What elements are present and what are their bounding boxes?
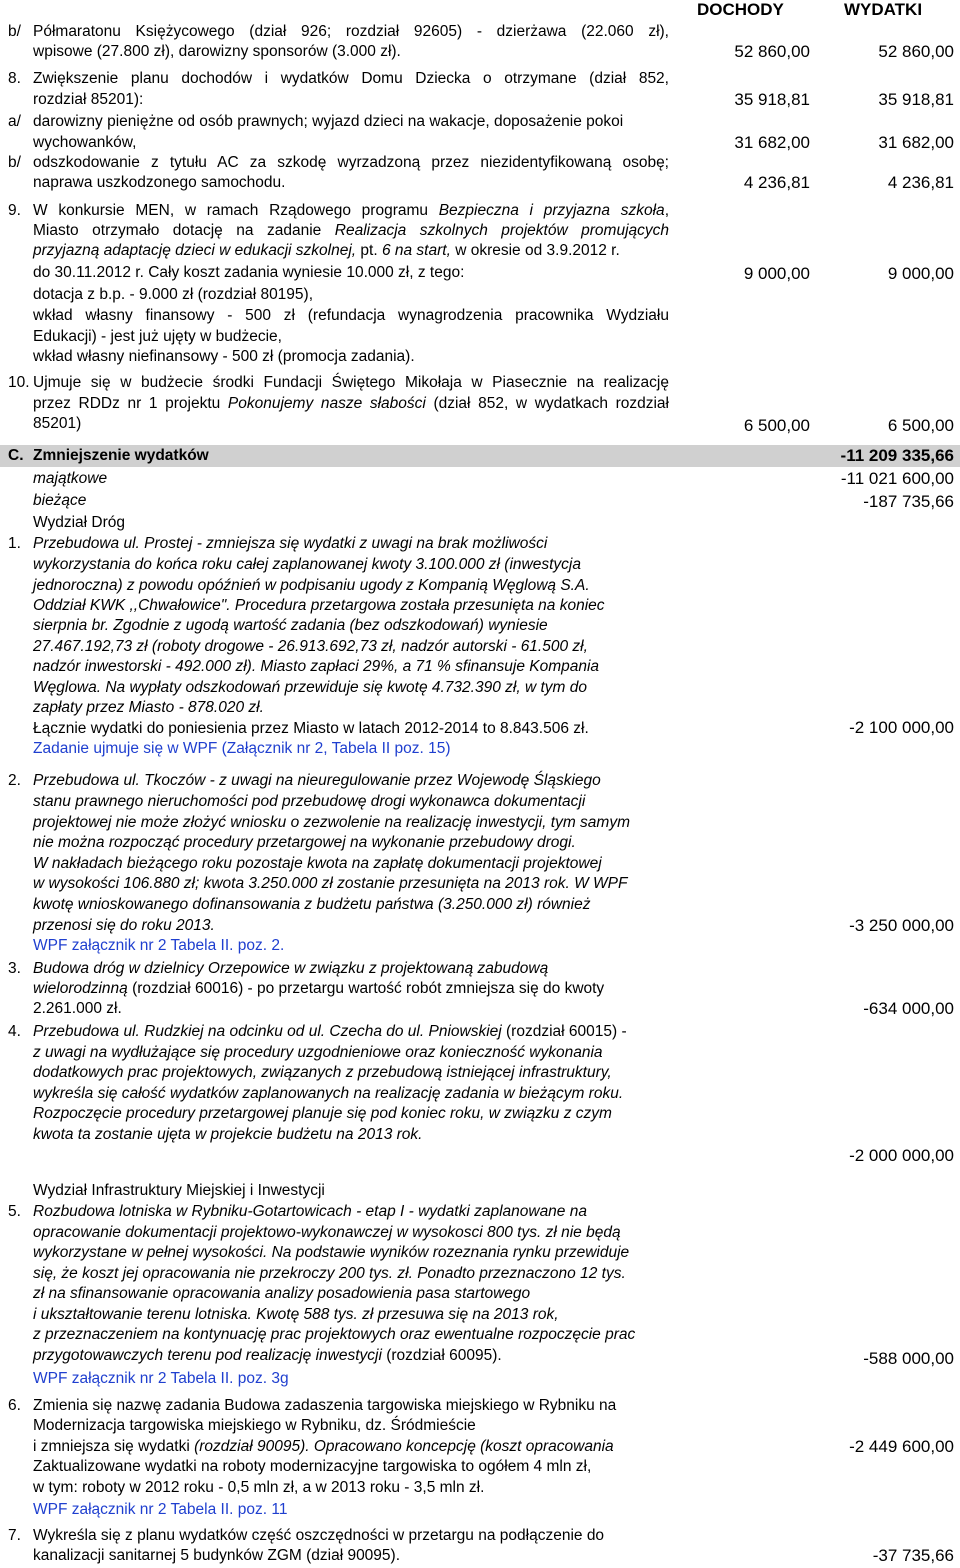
department-label: Wydział Dróg	[33, 514, 126, 531]
marker: 6.	[8, 1397, 21, 1414]
text-line: się, że koszt jej opracowania nie przekroczy 200 tys. zł. Ponadto przeznaczono 12 tys.	[33, 1265, 626, 1282]
text-line: wykreśla się całość wydatków zaplanowanych na realizację zadania w bieżącym roku.	[33, 1085, 624, 1102]
text-line: i zmniejsza się wydatki (rozdział 90095). Opracowano koncepcję (koszt opracowania	[33, 1438, 614, 1455]
marker: 7.	[8, 1527, 21, 1544]
text-line: z przeznaczeniem na kontynuację prac projektowych oraz ewentualne rozpoczęcie prac	[33, 1326, 636, 1343]
marker: C.	[8, 447, 24, 464]
text-line: kwota ta zostanie ujęta w projekcie budżetu na 2013 rok.	[33, 1126, 423, 1143]
marker: 9.	[8, 202, 21, 219]
wpf-reference: Zadanie ujmuje się w WPF (Załącznik nr 2, Tabela II poz. 15)	[33, 740, 451, 757]
expense-value: 6 500,00	[887, 416, 954, 435]
category-value: -11 021 600,00	[840, 469, 954, 488]
text-line: Wykreśla się z planu wydatków część oszczędności w przetargu na podłączenie do	[33, 1527, 605, 1544]
text-line: 2.261.000 zł.	[33, 1000, 122, 1017]
text-line: 85201)	[33, 415, 82, 432]
text-line: w wysokości 106.880 zł; kwota 3.250.000 zł zostanie przesunięta na 2013 rok. W WPF	[33, 875, 628, 892]
text-line: Półmaratonu Księżycowego (dział 926; rozdział 92605) - dzierżawa (22.060 zł),	[33, 23, 669, 40]
text-line: Modernizacja targowiska miejskiego w Rybniku, dz. Śródmieście	[33, 1417, 476, 1434]
text-line: projektowej nie może złożyć wniosku o zezwolenie na realizację inwestycji, tym samym	[33, 814, 630, 831]
text-line: dotacja z b.p. - 9.000 zł (rozdział 80195),	[33, 286, 314, 303]
text-line: Rozbudowa lotniska w Rybniku-Gotartowicach - etap I - wydatki zaplanowane na	[33, 1203, 587, 1220]
text-line: Edukacji) - jest już ujęty w budżecie,	[33, 328, 282, 345]
text-line: Oddział KWK ,,Chwałowice". Procedura przetargowa została przesunięta na koniec	[33, 597, 605, 614]
text-line: zł na sfinansowanie opracowania analizy posadowienia pasa startowego	[33, 1285, 531, 1302]
text-line: przygotowawczych terenu pod realizację inwestycji (rozdział 60095).	[33, 1347, 502, 1364]
expense-value: -2 449 600,00	[849, 1437, 954, 1456]
header-wydatki: WYDATKI	[844, 0, 923, 19]
expense-value: 35 918,81	[878, 90, 954, 109]
marker: 3.	[8, 960, 21, 977]
expense-value: -588 000,00	[863, 1349, 954, 1368]
section-total: -11 209 335,66	[840, 446, 954, 465]
marker: 8.	[8, 70, 21, 87]
marker: b/	[8, 154, 21, 171]
text-line: kwotę wnioskowanego dofinansowania z budżetu państwa (3.250.000 zł) również	[33, 896, 591, 913]
wpf-reference: WPF załącznik nr 2 Tabela II. poz. 11	[33, 1501, 288, 1518]
income-value: 6 500,00	[743, 416, 810, 435]
text-line: przyjazną adaptację dzieci w edukacji szkolnej, pt. 6 na start, w okresie od 3.9.2012 r.	[33, 242, 620, 259]
text-line: Rozpoczęcie procedury przetargowej planuje się pod koniec roku, w związku z czym	[33, 1105, 612, 1122]
text-line: zapłaty przez Miasto - 878.020 zł.	[33, 699, 264, 716]
income-value: 52 860,00	[734, 42, 810, 61]
wpf-reference: WPF załącznik nr 2 Tabela II. poz. 2.	[33, 937, 285, 954]
expense-value: -2 100 000,00	[849, 718, 954, 737]
text-line: darowizny pieniężne od osób prawnych; wyjazd dzieci na wakacje, doposażenie pokoi	[33, 113, 624, 130]
income-value: 31 682,00	[734, 133, 810, 152]
text-line: wielorodzinną (rozdział 60016) - po przetargu wartość robót zmniejsza się do kwoty	[33, 980, 605, 997]
text-line: W konkursie MEN, w ramach Rządowego programu Bezpieczna i przyjazna szkoła,	[33, 202, 669, 219]
text-line: Budowa dróg w dzielnicy Orzepowice w związku z projektowaną zabudową	[33, 960, 549, 977]
marker: 2.	[8, 772, 21, 789]
text-line: do 30.11.2012 r. Cały koszt zadania wyniesie 10.000 zł, z tego:	[33, 264, 465, 281]
expense-value: -37 735,66	[872, 1546, 954, 1565]
marker: 4.	[8, 1023, 21, 1040]
text-line: Przebudowa ul. Tkoczów - z uwagi na nieuregulowanie przez Wojewodę Śląskiego	[33, 772, 601, 789]
text-line: rozdział 85201):	[33, 91, 144, 108]
text-line: wychowanków,	[33, 134, 137, 151]
category-label: majątkowe	[33, 470, 108, 487]
text-line: Zwiększenie planu dochodów i wydatków Domu Dziecka o otrzymane (dział 852,	[33, 70, 669, 87]
section-title: Zmniejszenie wydatków	[33, 447, 209, 464]
expense-value: 9 000,00	[887, 264, 954, 283]
marker: a/	[8, 113, 21, 130]
text-line: Przebudowa ul. Rudzkiej na odcinku od ul. Czecha do ul. Pniowskiej (rozdział 60015) -	[33, 1023, 627, 1040]
department-label: Wydział Infrastruktury Miejskiej i Inwestycji	[33, 1182, 325, 1199]
text-line: Węglowa. Na wypłaty odszkodowań przewiduje się kwotę 4.732.390 zł, w tym do	[33, 679, 587, 696]
text-line: Zmienia się nazwę zadania Budowa zadaszenia targowiska miejskiego w Rybniku na	[33, 1397, 617, 1414]
expense-value: -3 250 000,00	[849, 916, 954, 935]
text-line: kanalizacji sanitarnej 5 budynków ZGM (dział 90095).	[33, 1547, 401, 1564]
expense-value: 31 682,00	[878, 133, 954, 152]
marker: 1.	[8, 535, 21, 552]
expense-value: 4 236,81	[887, 173, 954, 192]
text-line: i ukształtowanie terenu lotniska. Kwotę 588 tys. zł przesuwa się na 2013 rok,	[33, 1306, 559, 1323]
marker: b/	[8, 23, 21, 40]
income-value: 35 918,81	[734, 90, 810, 109]
income-value: 4 236,81	[743, 173, 810, 192]
marker: 10.	[8, 374, 30, 391]
text-line: odszkodowanie z tytułu AC za szkodę wyrzadzoną przez niezidentyfikowaną osobę;	[33, 154, 669, 171]
text-line: przenosi się do roku 2013.	[33, 917, 215, 934]
text-line: Ujmuje się w budżecie środki Fundacji Świętego Mikołaja w Piasecznie na realizację	[33, 374, 669, 391]
text-line: sierpnia br. Zgodnie z ugodą wartość zadania (bez odszkodowań) wyniesie	[33, 617, 548, 634]
text-line: W nakładach bieżącego roku pozostaje kwota na zapłatę dokumentacji projektowej	[33, 855, 602, 872]
text-line: wykorzystania do końca roku całej zaplanowanej kwoty 3.100.000 zł (inwestycja	[33, 556, 581, 573]
text-line: 27.467.192,73 zł (roboty drogowe - 26.913.692,73 zł, nadzór autorski - 61.500 zł,	[33, 638, 588, 655]
text-line: z uwagi na wydłużające się procedury uzgodnieniowe oraz konieczność wykonania	[33, 1044, 603, 1061]
text-line: w tym: roboty w 2012 roku - 0,5 mln zł, a w 2013 roku - 3,5 mln zł.	[33, 1479, 485, 1496]
text-line: jednoroczna) z powodu opóźnień w podpisaniu ugody z Kompanią Węglową S.A.	[33, 577, 590, 594]
text-line: wykorzystane w pełnej wysokości. Na podstawie wyników rozeznania rynku przewiduje	[33, 1244, 630, 1261]
text-line: Łącznie wydatki do poniesienia przez Miasto w latach 2012-2014 to 8.843.506 zł.	[33, 720, 589, 737]
income-value: 9 000,00	[743, 264, 810, 283]
expense-value: 52 860,00	[878, 42, 954, 61]
category-value: -187 735,66	[863, 492, 954, 511]
text-line: naprawa uszkodzonego samochodu.	[33, 174, 286, 191]
text-line: stanu prawnego nieruchomości pod przebudowę drogi wykonawca dokumentacji	[33, 793, 586, 810]
expense-value: -2 000 000,00	[849, 1146, 954, 1165]
text-line: nie można rozpocząć procedury przetargowej na wykonanie przebudowy drogi.	[33, 834, 576, 851]
text-line: opracowanie dokumentacji projektowo-wykonawczej w wysokosci 800 tys. zł nie będą	[33, 1224, 621, 1241]
expense-value: -634 000,00	[863, 999, 954, 1018]
text-line: Przebudowa ul. Prostej - zmniejsza się wydatki z uwagi na brak możliwości	[33, 535, 548, 552]
text-line: dodatkowych prac projektowych, związanych z przebudową istniejącej infrastruktury,	[33, 1064, 612, 1081]
category-label: bieżące	[33, 492, 87, 509]
text-line: przez RDDz nr 1 projektu Pokonujemy nasze słabości (dział 852, w wydatkach rozdział	[33, 395, 669, 412]
text-line: Zaktualizowane wydatki na roboty modernizacyjne targowiska to ogółem 4 mln zł,	[33, 1458, 592, 1475]
marker: 5.	[8, 1203, 21, 1220]
text-line: wkład własny finansowy - 500 zł (refundacja wynagrodzenia pracownika Wydziału	[33, 307, 669, 324]
wpf-reference: WPF załącznik nr 2 Tabela II. poz. 3g	[33, 1370, 289, 1387]
text-line: Miasto otrzymało dotację na zadanie Realizacja szkolnych projektów promujących	[33, 222, 669, 239]
text-line: wpisowe (27.800 zł), darowizny sponsorów (3.000 zł).	[33, 43, 401, 60]
text-line: nadzór inwestorski - 492.000 zł). Miasto zapłaci 29%, a 71 % sfinansuje Kompania	[33, 658, 600, 675]
text-line: wkład własny niefinansowy - 500 zł (promocja zadania).	[33, 348, 415, 365]
header-dochody: DOCHODY	[697, 0, 784, 19]
